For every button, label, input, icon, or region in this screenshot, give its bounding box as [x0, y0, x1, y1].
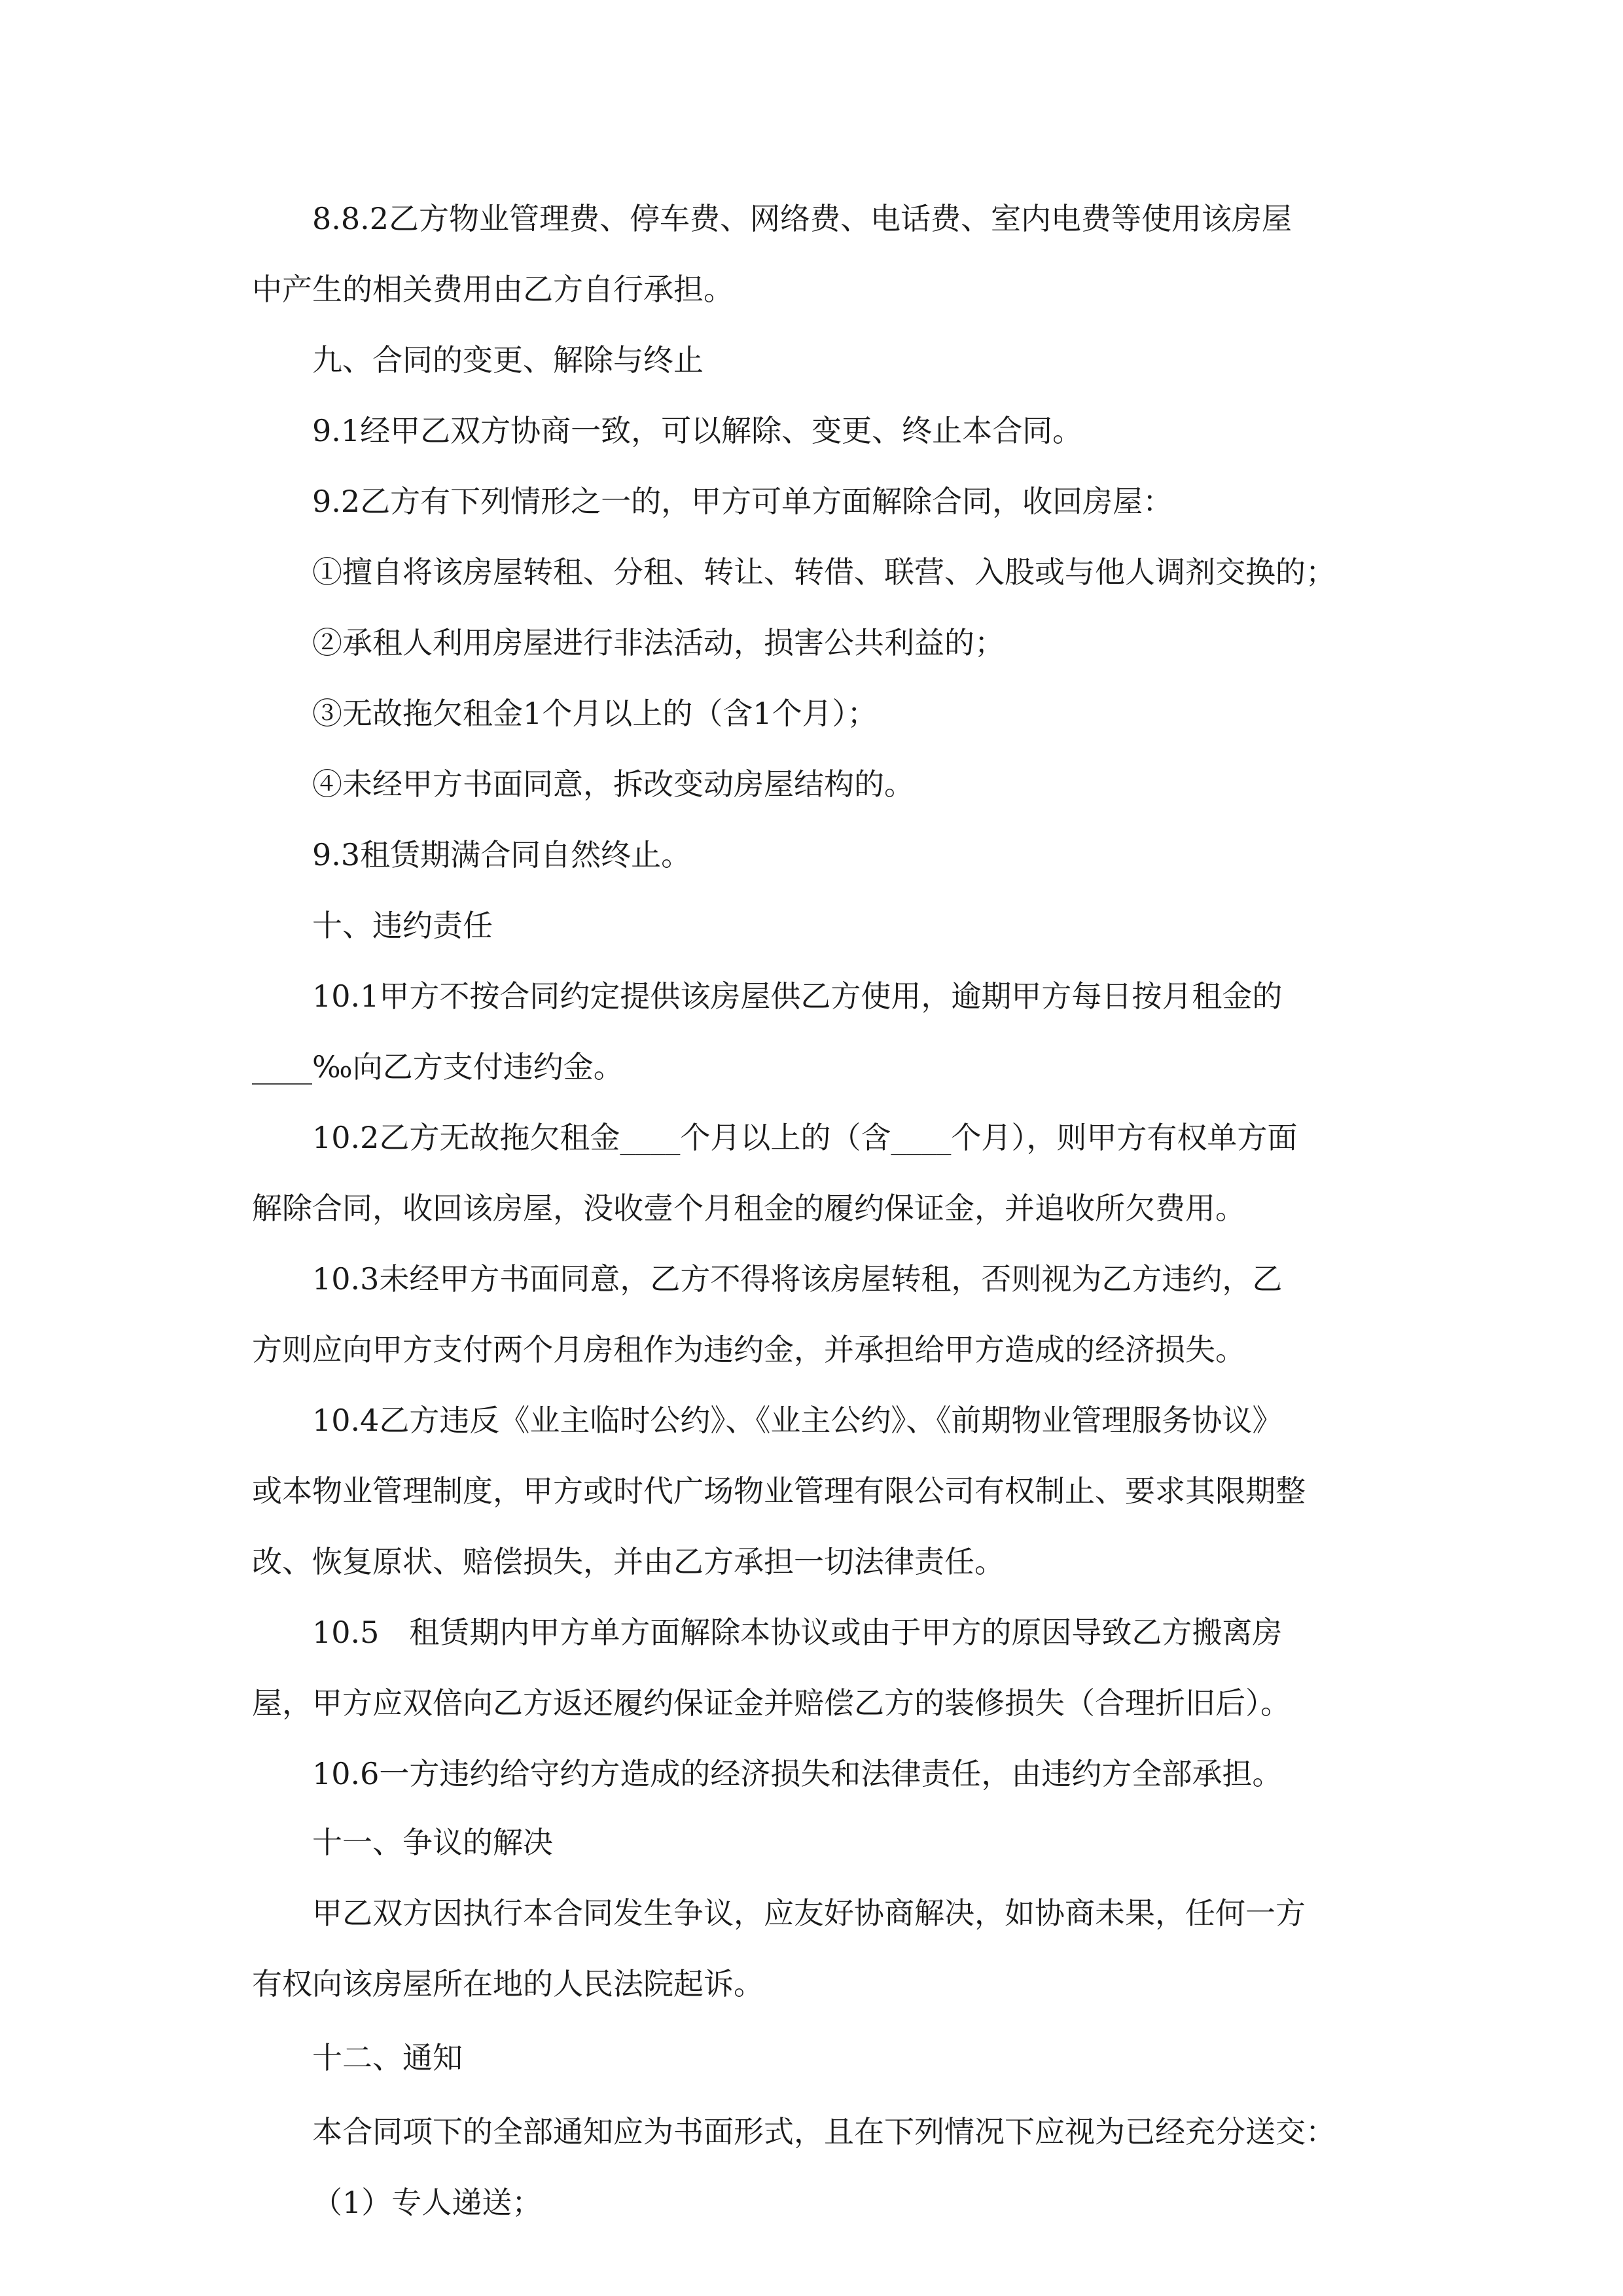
list-item-3: ③无故拖欠租金1个月以上的（含1个月）； — [312, 696, 878, 731]
paragraph-9-3: 9.3租赁期满合同自然终止。 — [312, 837, 692, 872]
text-line: 或本物业管理制度，甲方或时代广场物业管理有限公司有权制止、要求其限期整 — [252, 1473, 1306, 1509]
paragraph-10-2 — [252, 1122, 1378, 1225]
list-item-delivery-1: （1）专人递送； — [312, 2185, 543, 2220]
paragraph-10-5 — [252, 1617, 1378, 1719]
list-item-4: ④未经甲方书面同意，拆改变动房屋结构的。 — [312, 766, 914, 802]
text-line: 方则应向甲方支付两个月房租作为违约金，并承担给甲方造成的经济损失。 — [252, 1332, 1245, 1367]
text-line: 有权向该房屋所在地的人民法院起诉。 — [252, 1966, 764, 2001]
text-line: 10.5 租赁期内甲方单方面解除本协议或由于甲方的原因导致乙方搬离房 — [312, 1615, 1283, 1650]
text-line: 解除合同，收回该房屋，没收壹个月租金的履约保证金，并追收所欠费用。 — [252, 1191, 1245, 1226]
text-line: 10.2乙方无故拖欠租金____个月以上的（含____个月），则甲方有权单方面 — [312, 1120, 1298, 1155]
list-item-2: ②承租人利用房屋进行非法活动，损害公共利益的； — [312, 625, 1005, 660]
text-line: 改、恢复原状、赔偿损失，并由乙方承担一切法律责任。 — [252, 1544, 1005, 1579]
text-line: ____‰向乙方支付违约金。 — [252, 1049, 624, 1085]
text-line: 10.3未经甲方书面同意，乙方不得将该房屋转租，否则视为乙方违约，乙 — [312, 1261, 1283, 1297]
section-heading-10: 十、违约责任 — [312, 908, 493, 943]
paragraph-10-3 — [252, 1263, 1378, 1366]
paragraph-10-4 — [252, 1405, 1378, 1578]
paragraph-9-2: 9.2乙方有下列情形之一的，甲方可单方面解除合同，收回房屋： — [312, 484, 1173, 519]
paragraph-9-1: 9.1经甲乙双方协商一致，可以解除、变更、终止本合同。 — [312, 413, 1083, 448]
text-line: 中产生的相关费用由乙方自行承担。 — [252, 272, 734, 307]
section-heading-9: 九、合同的变更、解除与终止 — [312, 342, 704, 378]
text-line: 10.1甲方不按合同约定提供该房屋供乙方使用，逾期甲方每日按月租金的 — [312, 978, 1283, 1014]
contract-body — [252, 203, 1378, 2219]
section-heading-12: 十二、通知 — [312, 2040, 463, 2075]
paragraph-8-8-2 — [252, 203, 1378, 306]
paragraph-10-6: 10.6一方违约给守约方造成的经济损失和法律责任，由违约方全部承担。 — [312, 1756, 1283, 1791]
text-line: 8.8.2乙方物业管理费、停车费、网络费、电话费、室内电费等使用该房屋 — [312, 201, 1293, 236]
text-line: 10.4乙方违反《业主临时公约》、《业主公约》、《前期物业管理服务协议》 — [312, 1403, 1283, 1438]
list-item-1: ①擅自将该房屋转租、分租、转让、转借、联营、入股或与他人调剂交换的； — [312, 554, 1336, 590]
paragraph-10-1 — [252, 980, 1378, 1083]
paragraph-11 — [252, 1897, 1378, 2000]
paragraph-12: 本合同项下的全部通知应为书面形式，且在下列情况下应视为已经充分送交： — [312, 2114, 1336, 2149]
section-heading-11: 十一、争议的解决 — [312, 1825, 553, 1860]
text-line: 屋，甲方应双倍向乙方返还履约保证金并赔偿乙方的装修损失（合理折旧后）。 — [252, 1685, 1291, 1721]
text-line: 甲乙双方因执行本合同发生争议，应友好协商解决，如协商未果，任何一方 — [312, 1895, 1306, 1931]
